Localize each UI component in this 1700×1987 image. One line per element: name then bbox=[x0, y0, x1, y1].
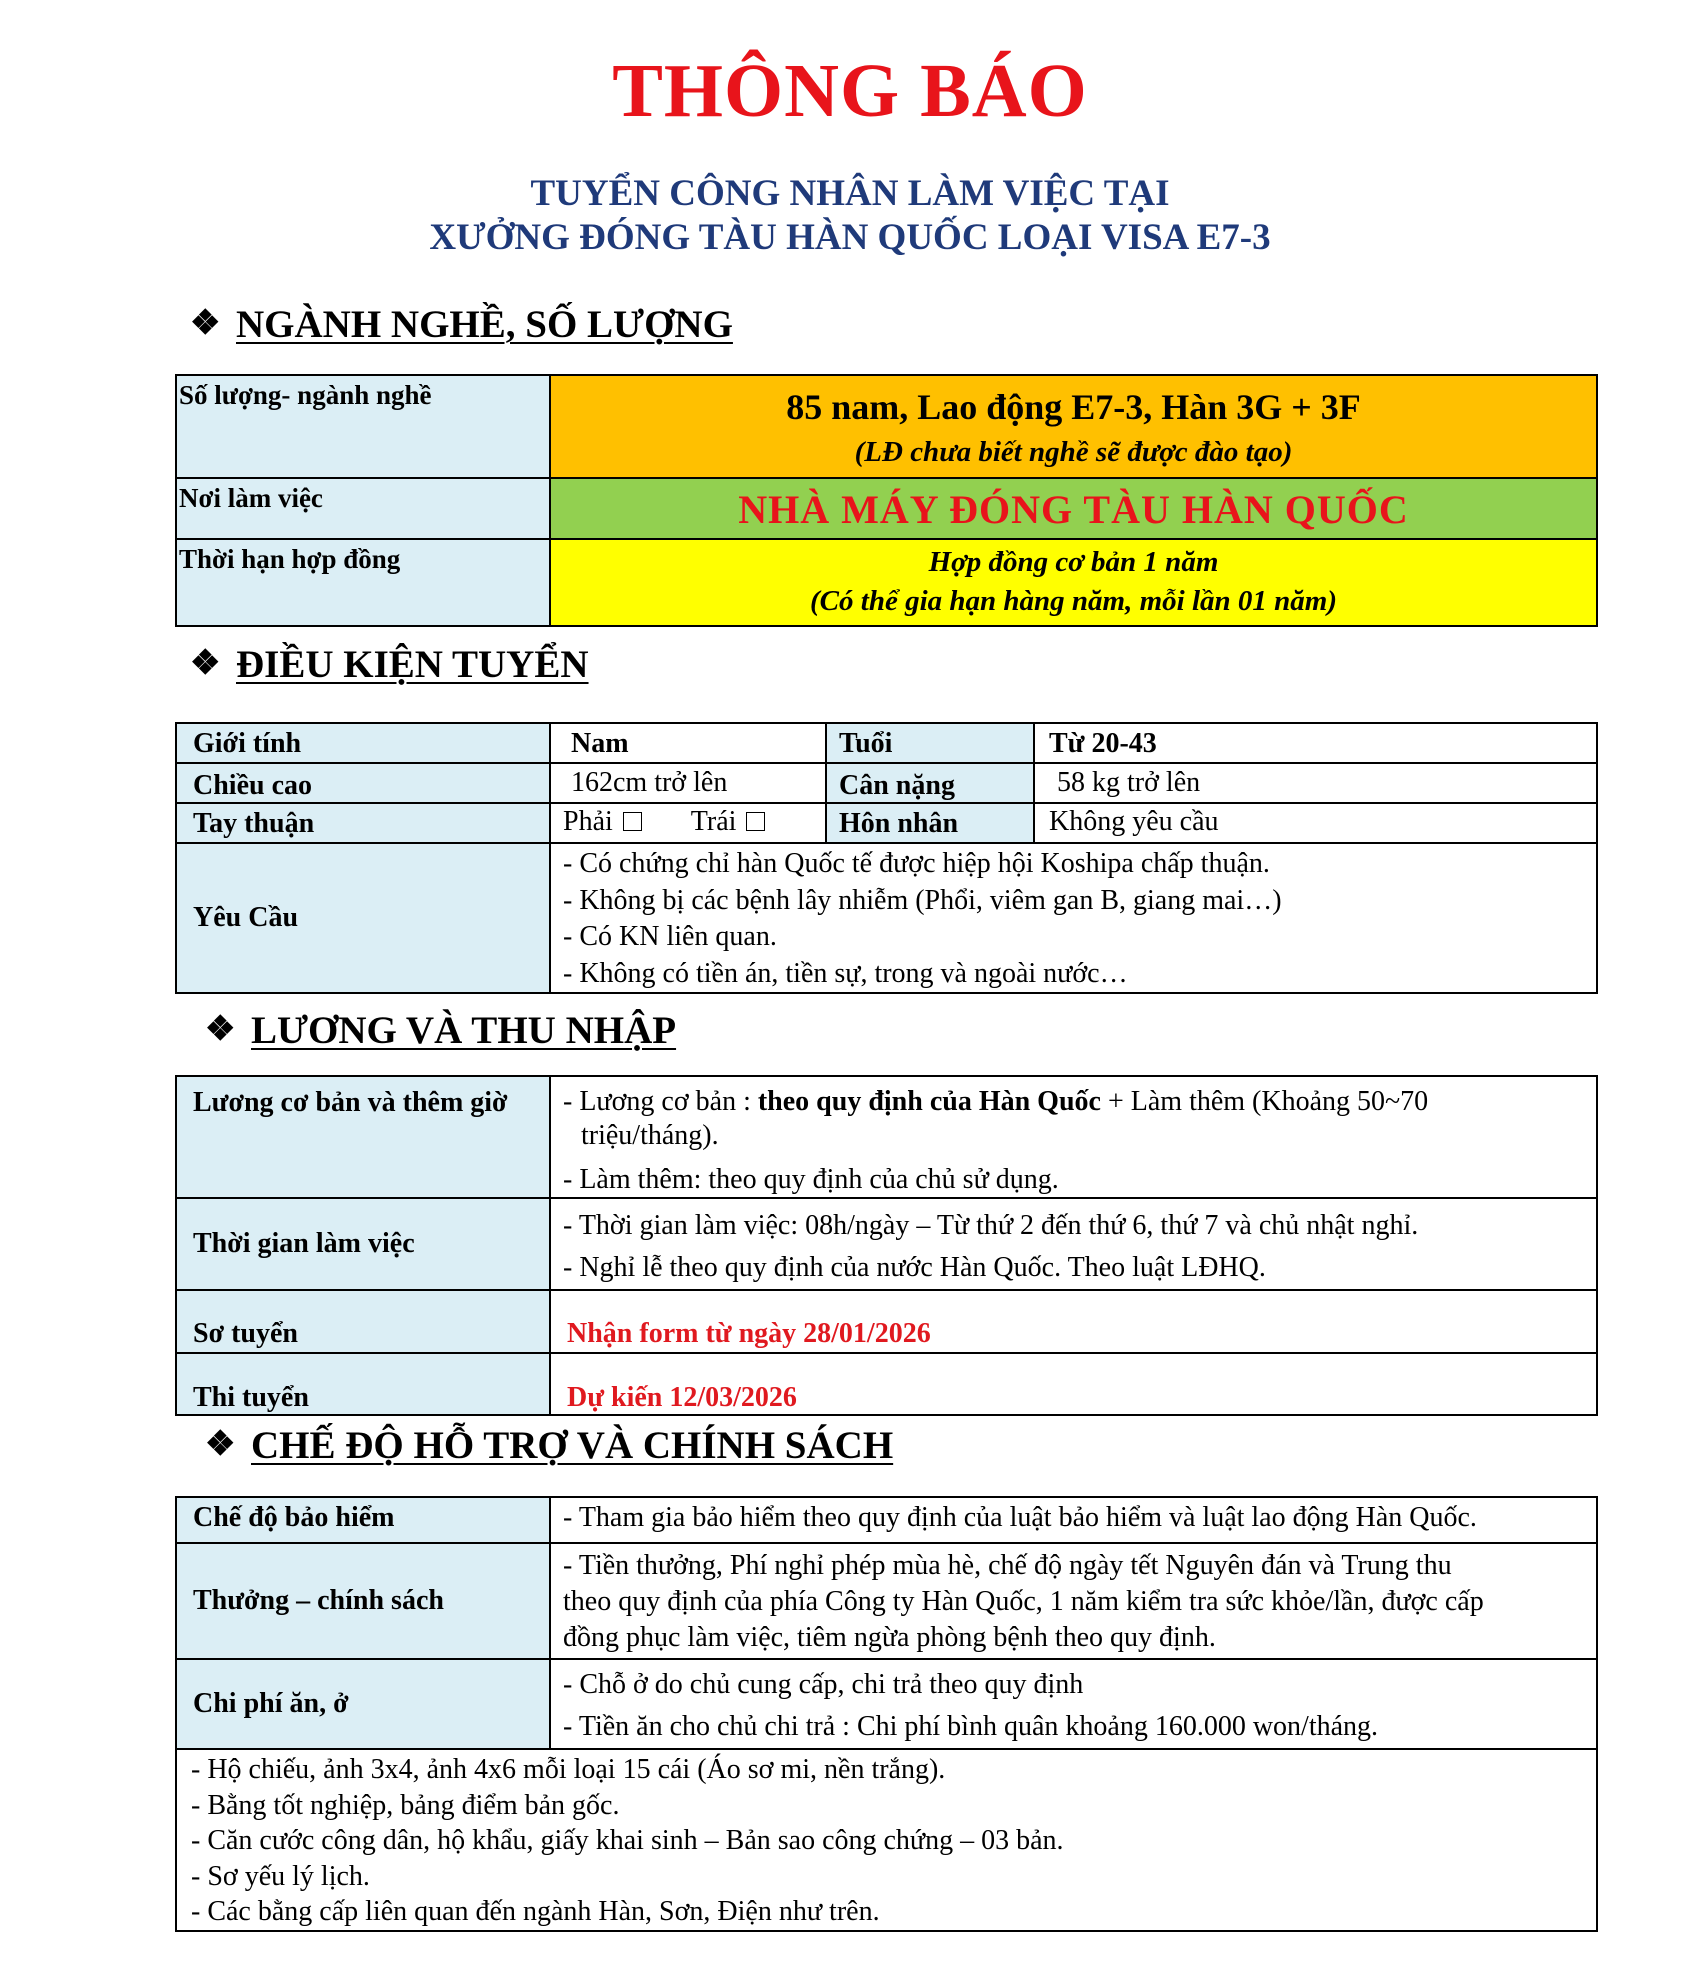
list-item: - Hộ chiếu, ảnh 3x4, ảnh 4x6 mỗi loại 15 cái (Áo sơ mi, nền trắng). bbox=[191, 1754, 946, 1785]
subtitle-line-1: TUYỂN CÔNG NHÂN LÀM VIỆC TẠI bbox=[530, 173, 1170, 214]
subtitle-line-2: XƯỞNG ĐÓNG TÀU HÀN QUỐC LOẠI VISA E7-3 bbox=[429, 217, 1271, 258]
section-heading-policy: ❖ CHẾ ĐỘ HỖ TRỢ VÀ CHÍNH SÁCH bbox=[205, 1424, 894, 1467]
qty-cell bbox=[550, 375, 1597, 478]
place-value: NHÀ MÁY ĐÓNG TÀU HÀN QUỐC bbox=[738, 487, 1409, 532]
list-item: - Các bằng cấp liên quan đến ngành Hàn, Sơn, Điện như trên. bbox=[191, 1896, 880, 1927]
table-row bbox=[176, 1659, 1597, 1749]
term-cell bbox=[550, 539, 1597, 626]
table-row bbox=[176, 478, 1597, 539]
hand-left-option: Trái bbox=[690, 806, 737, 837]
conditions-table bbox=[175, 722, 1598, 994]
overtime-text: - Làm thêm: theo quy định của chủ sử dụng. bbox=[563, 1164, 1059, 1195]
prelim-label: Sơ tuyển bbox=[176, 1290, 550, 1353]
age-label: Tuổi bbox=[826, 723, 1034, 763]
gender-label: Giới tính bbox=[176, 723, 550, 763]
place-cell bbox=[550, 478, 1597, 539]
bonus-cell: - Tiền thưởng, Phí nghỉ phép mùa hè, chế độ ngày tết Nguyên đán và Trung thu theo quy định của phía Công ty Hàn Quốc, 1 năm kiểm tra sức khỏe/lần, được cấp đồng phục làm việc, tiêm ngừa phòng bệnh theo quy định. bbox=[550, 1543, 1597, 1659]
hand-right-option: Phải bbox=[563, 806, 613, 837]
jobs-table bbox=[175, 374, 1598, 627]
list-item: - Có chứng chỉ hàn Quốc tế được hiệp hội Koshipa chấp thuận. bbox=[563, 848, 1270, 879]
table-row bbox=[176, 803, 1597, 843]
marital-value: Không yêu cầu bbox=[1034, 803, 1597, 843]
table-row bbox=[176, 1290, 1597, 1353]
table-row bbox=[176, 1353, 1597, 1415]
diamond-bullet-icon: ❖ bbox=[190, 645, 221, 682]
insurance-label: Chế độ bảo hiểm bbox=[176, 1497, 550, 1543]
diamond-bullet-icon: ❖ bbox=[205, 1011, 236, 1048]
req-label: Yêu Cầu bbox=[176, 843, 550, 993]
bonus-label: Thưởng – chính sách bbox=[176, 1543, 550, 1659]
qty-label: Số lượng- ngành nghề bbox=[176, 375, 550, 478]
policy-table bbox=[175, 1496, 1598, 1932]
work-time-cell: - Thời gian làm việc: 08h/ngày – Từ thứ 2 đến thứ 6, thứ 7 và chủ nhật nghỉ. - Nghỉ lễ theo quy định của nước Hàn Quốc. Theo luật LĐHQ. bbox=[550, 1198, 1597, 1290]
place-label: Nơi làm việc bbox=[176, 478, 550, 539]
term-note: (Có thể gia hạn hàng năm, mỗi lần 01 năm) bbox=[810, 585, 1337, 617]
list-item: - Sơ yếu lý lịch. bbox=[191, 1860, 370, 1892]
table-row bbox=[176, 375, 1597, 478]
table-row bbox=[176, 763, 1597, 803]
table-row bbox=[176, 1749, 1597, 1931]
table-row bbox=[176, 1543, 1597, 1659]
table-row bbox=[176, 1076, 1597, 1198]
list-item: - Có KN liên quan. bbox=[563, 921, 777, 952]
height-value: 162cm trở lên bbox=[550, 763, 826, 803]
gender-value: Nam bbox=[550, 723, 826, 763]
prelim-value: Nhận form từ ngày 28/01/2026 bbox=[550, 1290, 1597, 1353]
weight-label: Cân nặng bbox=[826, 763, 1034, 803]
table-row bbox=[176, 1198, 1597, 1290]
cost-cell: - Chỗ ở do chủ cung cấp, chi trả theo quy định - Tiền ăn cho chủ chi trả : Chi phí bình quân khoảng 160.000 won/tháng. bbox=[550, 1659, 1597, 1749]
page-title: THÔNG BÁO bbox=[612, 49, 1088, 133]
section-heading-salary: ❖ LƯƠNG VÀ THU NHẬP bbox=[205, 1009, 677, 1052]
list-item: - Căn cước công dân, hộ khẩu, giấy khai sinh – Bản sao công chứng – 03 bản. bbox=[191, 1825, 1064, 1856]
weight-value: 58 kg trở lên bbox=[1034, 763, 1597, 803]
height-label: Chiều cao bbox=[176, 763, 550, 803]
table-row bbox=[176, 1497, 1597, 1543]
requirements-list bbox=[550, 843, 1597, 993]
diamond-bullet-icon: ❖ bbox=[205, 1426, 236, 1463]
base-salary-rule: theo quy định của Hàn Quốc bbox=[757, 1086, 1101, 1117]
age-value: Từ 20-43 bbox=[1034, 723, 1597, 763]
cost-label: Chi phí ăn, ở bbox=[176, 1659, 550, 1749]
insurance-value: - Tham gia bảo hiểm theo quy định của luật bảo hiểm và luật lao động Hàn Quốc. bbox=[550, 1497, 1597, 1543]
hand-label: Tay thuận bbox=[176, 803, 550, 843]
list-item: - Không có tiền án, tiền sự, trong và ngoài nước… bbox=[563, 957, 1128, 989]
table-row bbox=[176, 843, 1597, 993]
salary-table bbox=[175, 1075, 1598, 1416]
right-hand-checkbox[interactable] bbox=[623, 812, 642, 831]
table-row bbox=[176, 539, 1597, 626]
exam-label: Thi tuyển bbox=[176, 1353, 550, 1415]
table-row bbox=[176, 723, 1597, 763]
qty-note: (LĐ chưa biết nghề sẽ được đào tạo) bbox=[854, 436, 1293, 468]
diamond-bullet-icon: ❖ bbox=[190, 305, 221, 342]
list-item: - Không bị các bệnh lây nhiễm (Phổi, viêm gan B, giang mai…) bbox=[563, 884, 1282, 916]
marital-label: Hôn nhân bbox=[826, 803, 1034, 843]
work-time-label: Thời gian làm việc bbox=[176, 1198, 550, 1290]
section-heading-jobs: ❖ NGÀNH NGHỀ, SỐ LƯỢNG bbox=[190, 303, 733, 346]
qty-value: 85 nam, Lao động E7-3, Hàn 3G + 3F bbox=[786, 387, 1361, 427]
hand-options bbox=[550, 803, 826, 843]
term-label: Thời hạn hợp đồng bbox=[176, 539, 550, 626]
section-heading-conditions: ❖ ĐIỀU KIỆN TUYỂN bbox=[190, 643, 589, 686]
base-salary-cell: - Lương cơ bản : theo quy định của Hàn Quốc + Làm thêm (Khoảng 50~70 triệu/tháng). - Làm thêm: theo quy định của chủ sử dụng. bbox=[550, 1076, 1597, 1198]
list-item: - Bằng tốt nghiệp, bảng điểm bản gốc. bbox=[191, 1789, 620, 1821]
left-hand-checkbox[interactable] bbox=[746, 812, 765, 831]
term-value: Hợp đồng cơ bản 1 năm bbox=[928, 546, 1219, 578]
documents-list bbox=[176, 1749, 1597, 1931]
base-salary-label: Lương cơ bản và thêm giờ bbox=[176, 1076, 550, 1198]
exam-value: Dự kiến 12/03/2026 bbox=[550, 1353, 1597, 1415]
